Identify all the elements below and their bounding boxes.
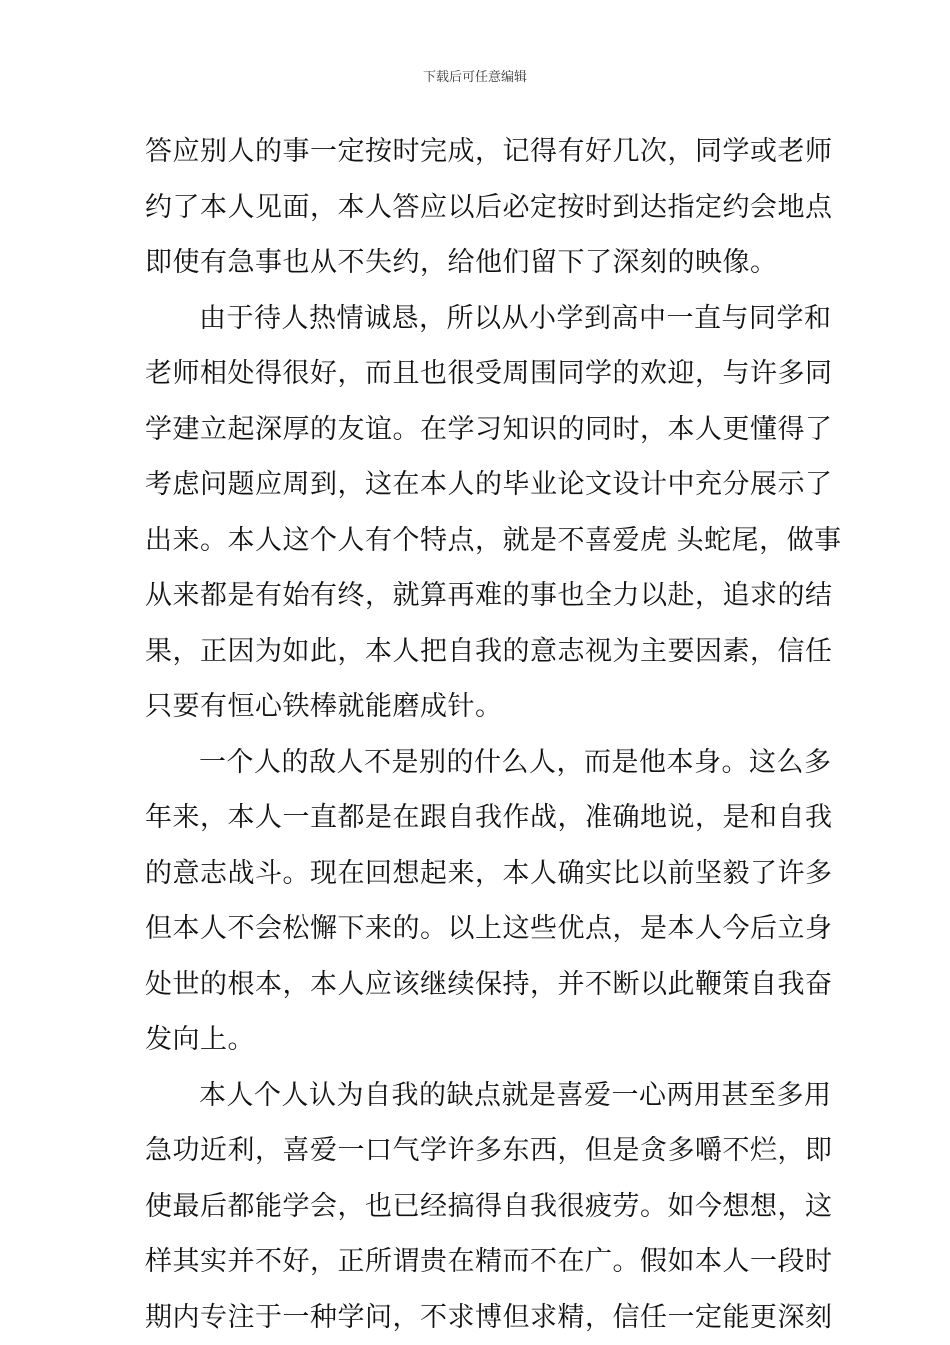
text-line: 出来。本人这个人有个特点，就是不喜爱虎 头蛇尾，做事: [145, 513, 805, 569]
text-line: 一个人的敌人不是别的什么人，而是他本身。这么多: [145, 735, 805, 791]
text-line: 本人个人认为自我的缺点就是喜爱一心两用甚至多用: [145, 1068, 805, 1124]
text-line: 急功近利，喜爱一口气学许多东西，但是贪多嚼不烂，即: [145, 1123, 805, 1179]
text-line: 学建立起深厚的友谊。在学习知识的同时，本人更懂得了: [145, 402, 805, 458]
text-line: 但本人不会松懈下来的。以上这些优点，是本人今后立身: [145, 901, 805, 957]
text-line: 即使有急事也从不失约，给他们留下了深刻的映像。: [145, 235, 805, 291]
text-line: 考虑问题应周到，这在本人的毕业论文设计中充分展示了: [145, 457, 805, 513]
text-line: 年来，本人一直都是在跟自我作战，准确地说，是和自我: [145, 790, 805, 846]
text-line: 答应别人的事一定按时完成，记得有好几次，同学或老师: [145, 124, 805, 180]
text-line: 发向上。: [145, 1012, 805, 1068]
text-line: 处世的根本，本人应该继续保持，并不断以此鞭策自我奋: [145, 957, 805, 1013]
text-line: 只要有恒心铁棒就能磨成针。: [145, 679, 805, 735]
body-text: [145, 124, 805, 1345]
text-line: 期内专注于一种学问，不求博但求精，信任一定能更深刻: [145, 1290, 805, 1345]
text-line: 样其实并不好，正所谓贵在精而不在广。假如本人一段时: [145, 1234, 805, 1290]
text-line: 果，正因为如此，本人把自我的意志视为主要因素，信任: [145, 624, 805, 680]
text-line: 使最后都能学会，也已经搞得自我很疲劳。如今想想，这: [145, 1179, 805, 1235]
text-line: 老师相处得很好，而且也很受周围同学的欢迎，与许多同: [145, 346, 805, 402]
text-line: 的意志战斗。现在回想起来，本人确实比以前坚毅了许多: [145, 846, 805, 902]
page-header: 下载后可任意编辑: [0, 66, 950, 85]
text-line: 由于待人热情诚恳，所以从小学到高中一直与同学和: [145, 291, 805, 347]
text-line: 约了本人见面，本人答应以后必定按时到达指定约会地点: [145, 180, 805, 236]
text-line: 从来都是有始有终，就算再难的事也全力以赴，追求的结: [145, 568, 805, 624]
